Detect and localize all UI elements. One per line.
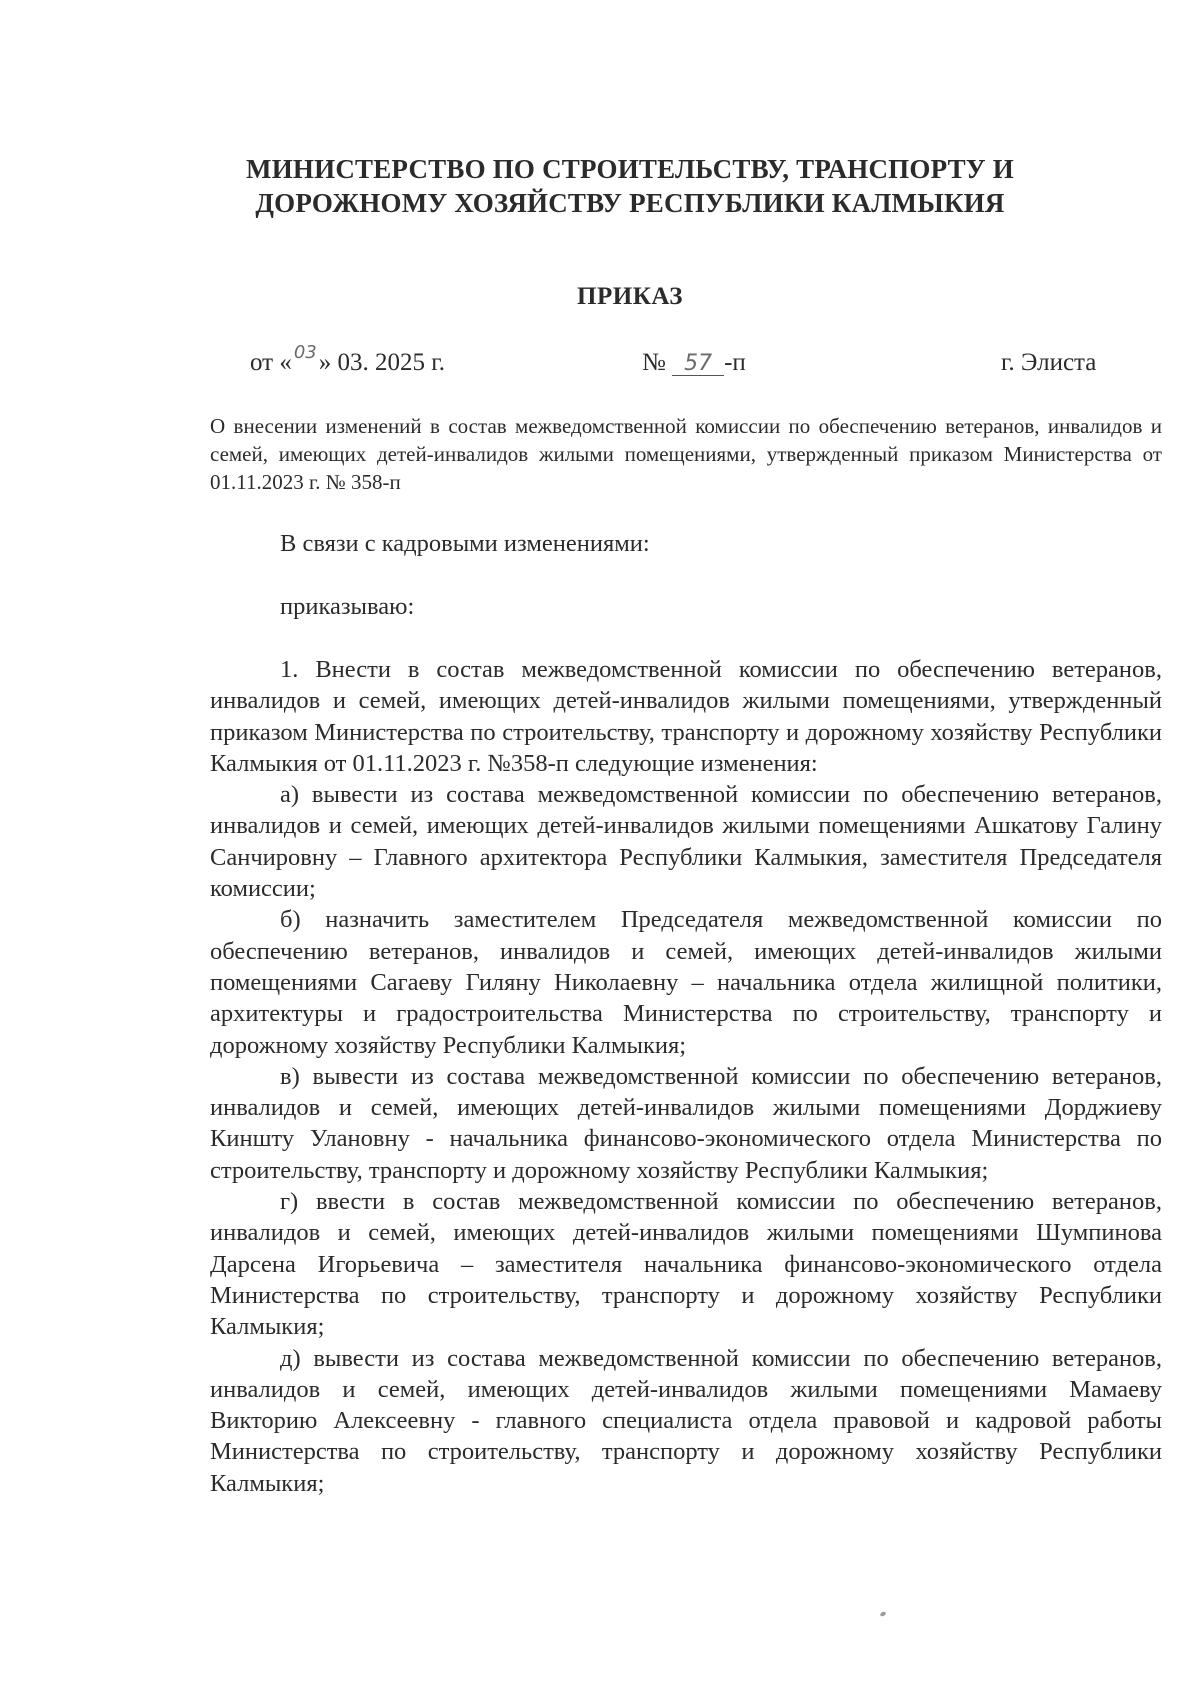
number-prefix: № — [642, 349, 666, 376]
ministry-header-line-1: МИНИСТЕРСТВО ПО СТРОИТЕЛЬСТВУ, ТРАНСПОРТУ И — [246, 154, 1014, 184]
scan-speck — [879, 1611, 886, 1617]
order-directive-word: приказываю: — [280, 593, 415, 620]
date-prefix: от « — [250, 349, 292, 376]
order-number — [642, 348, 746, 378]
paragraph-1: 1. Внести в состав межведомственной комиссии по обеспечению ветеранов, инвалидов и семей, имеющих детей-инвалидов жилыми помещениями, утвержденный приказом Министерства по строительству, транспорту и дорожному хозяйству Республики Калмыкия от 01.11.2023 г. №358-п следующие изменения: — [210, 656, 1162, 777]
paragraph-g: г) ввести в состав межведомственной комиссии по обеспечению ветеранов, инвалидов и семей, имеющих детей-инвалидов жилыми помещениями Шумпинова Дарсена Игорьевича – заместителя начальника финансово-экономического отдела Министерства по строительству, транспорту и дорожному хозяйству Республики Калмыкия; — [210, 1188, 1162, 1341]
document-type-title: ПРИКАЗ — [577, 283, 683, 310]
number-suffix: -п — [724, 349, 746, 376]
ministry-header — [200, 152, 1060, 220]
ministry-header-line-2: ДОРОЖНОМУ ХОЗЯЙСТВУ РЕСПУБЛИКИ КАЛМЫКИЯ — [255, 188, 1005, 218]
paragraph-d: д) вывести из состава межведомственной комиссии по обеспечению ветеранов, инвалидов и семей, имеющих детей-инвалидов жилыми помещениями Мамаеву Викторию Алексеевну - главного специалиста отдела правовой и кадровой работы Министерства по строительству, транспорту и дорожному хозяйству Республики Калмыкия; — [210, 1344, 1162, 1497]
order-reason: В связи с кадровыми изменениями: — [280, 530, 650, 557]
order-subject: О внесении изменений в состав межведомственной комиссии по обеспечению ветеранов, инвалидов и семей, имеющих детей-инвалидов жилыми помещениями, утвержденный приказом Министерства от 01.11.2023 г. № 358-п — [210, 414, 1162, 494]
order-date — [250, 342, 445, 380]
paragraph-v: в) вывести из состава межведомственной комиссии по обеспечению ветеранов, инвалидов и семей, имеющих детей-инвалидов жилыми помещениями Дорджиеву Киншту Улановну - начальника финансово-экономического отдела Министерства по строительству, транспорту и дорожному хозяйству Республики Калмыкия; — [210, 1062, 1162, 1184]
order-city: г. Элиста — [1001, 349, 1097, 376]
handwritten-number-field — [672, 352, 724, 376]
handwritten-number: 57 — [684, 351, 713, 376]
date-suffix: » 03. 2025 г. — [318, 349, 445, 376]
handwritten-day: 03 — [293, 342, 317, 363]
paragraph-a: а) вывести из состава межведомственной комиссии по обеспечению ветеранов, инвалидов и семей, имеющих детей-инвалидов жилыми помещениями Ашкатову Галину Санчировну – Главного архитектора Республики Калмыкия, заместителя Председателя комиссии; — [210, 781, 1162, 903]
paragraph-b: б) назначить заместителем Председателя межведомственной комиссии по обеспечению ветеранов, инвалидов и семей, имеющих детей-инвалидов жилыми помещениями Сагаеву Гиляну Николаевну – начальника отдела жилищной политики, архитектуры и градостроительства Министерства по строительству, транспорту и дорожному хозяйству Республики Калмыкия; — [210, 906, 1162, 1059]
order-body — [210, 654, 1162, 1499]
